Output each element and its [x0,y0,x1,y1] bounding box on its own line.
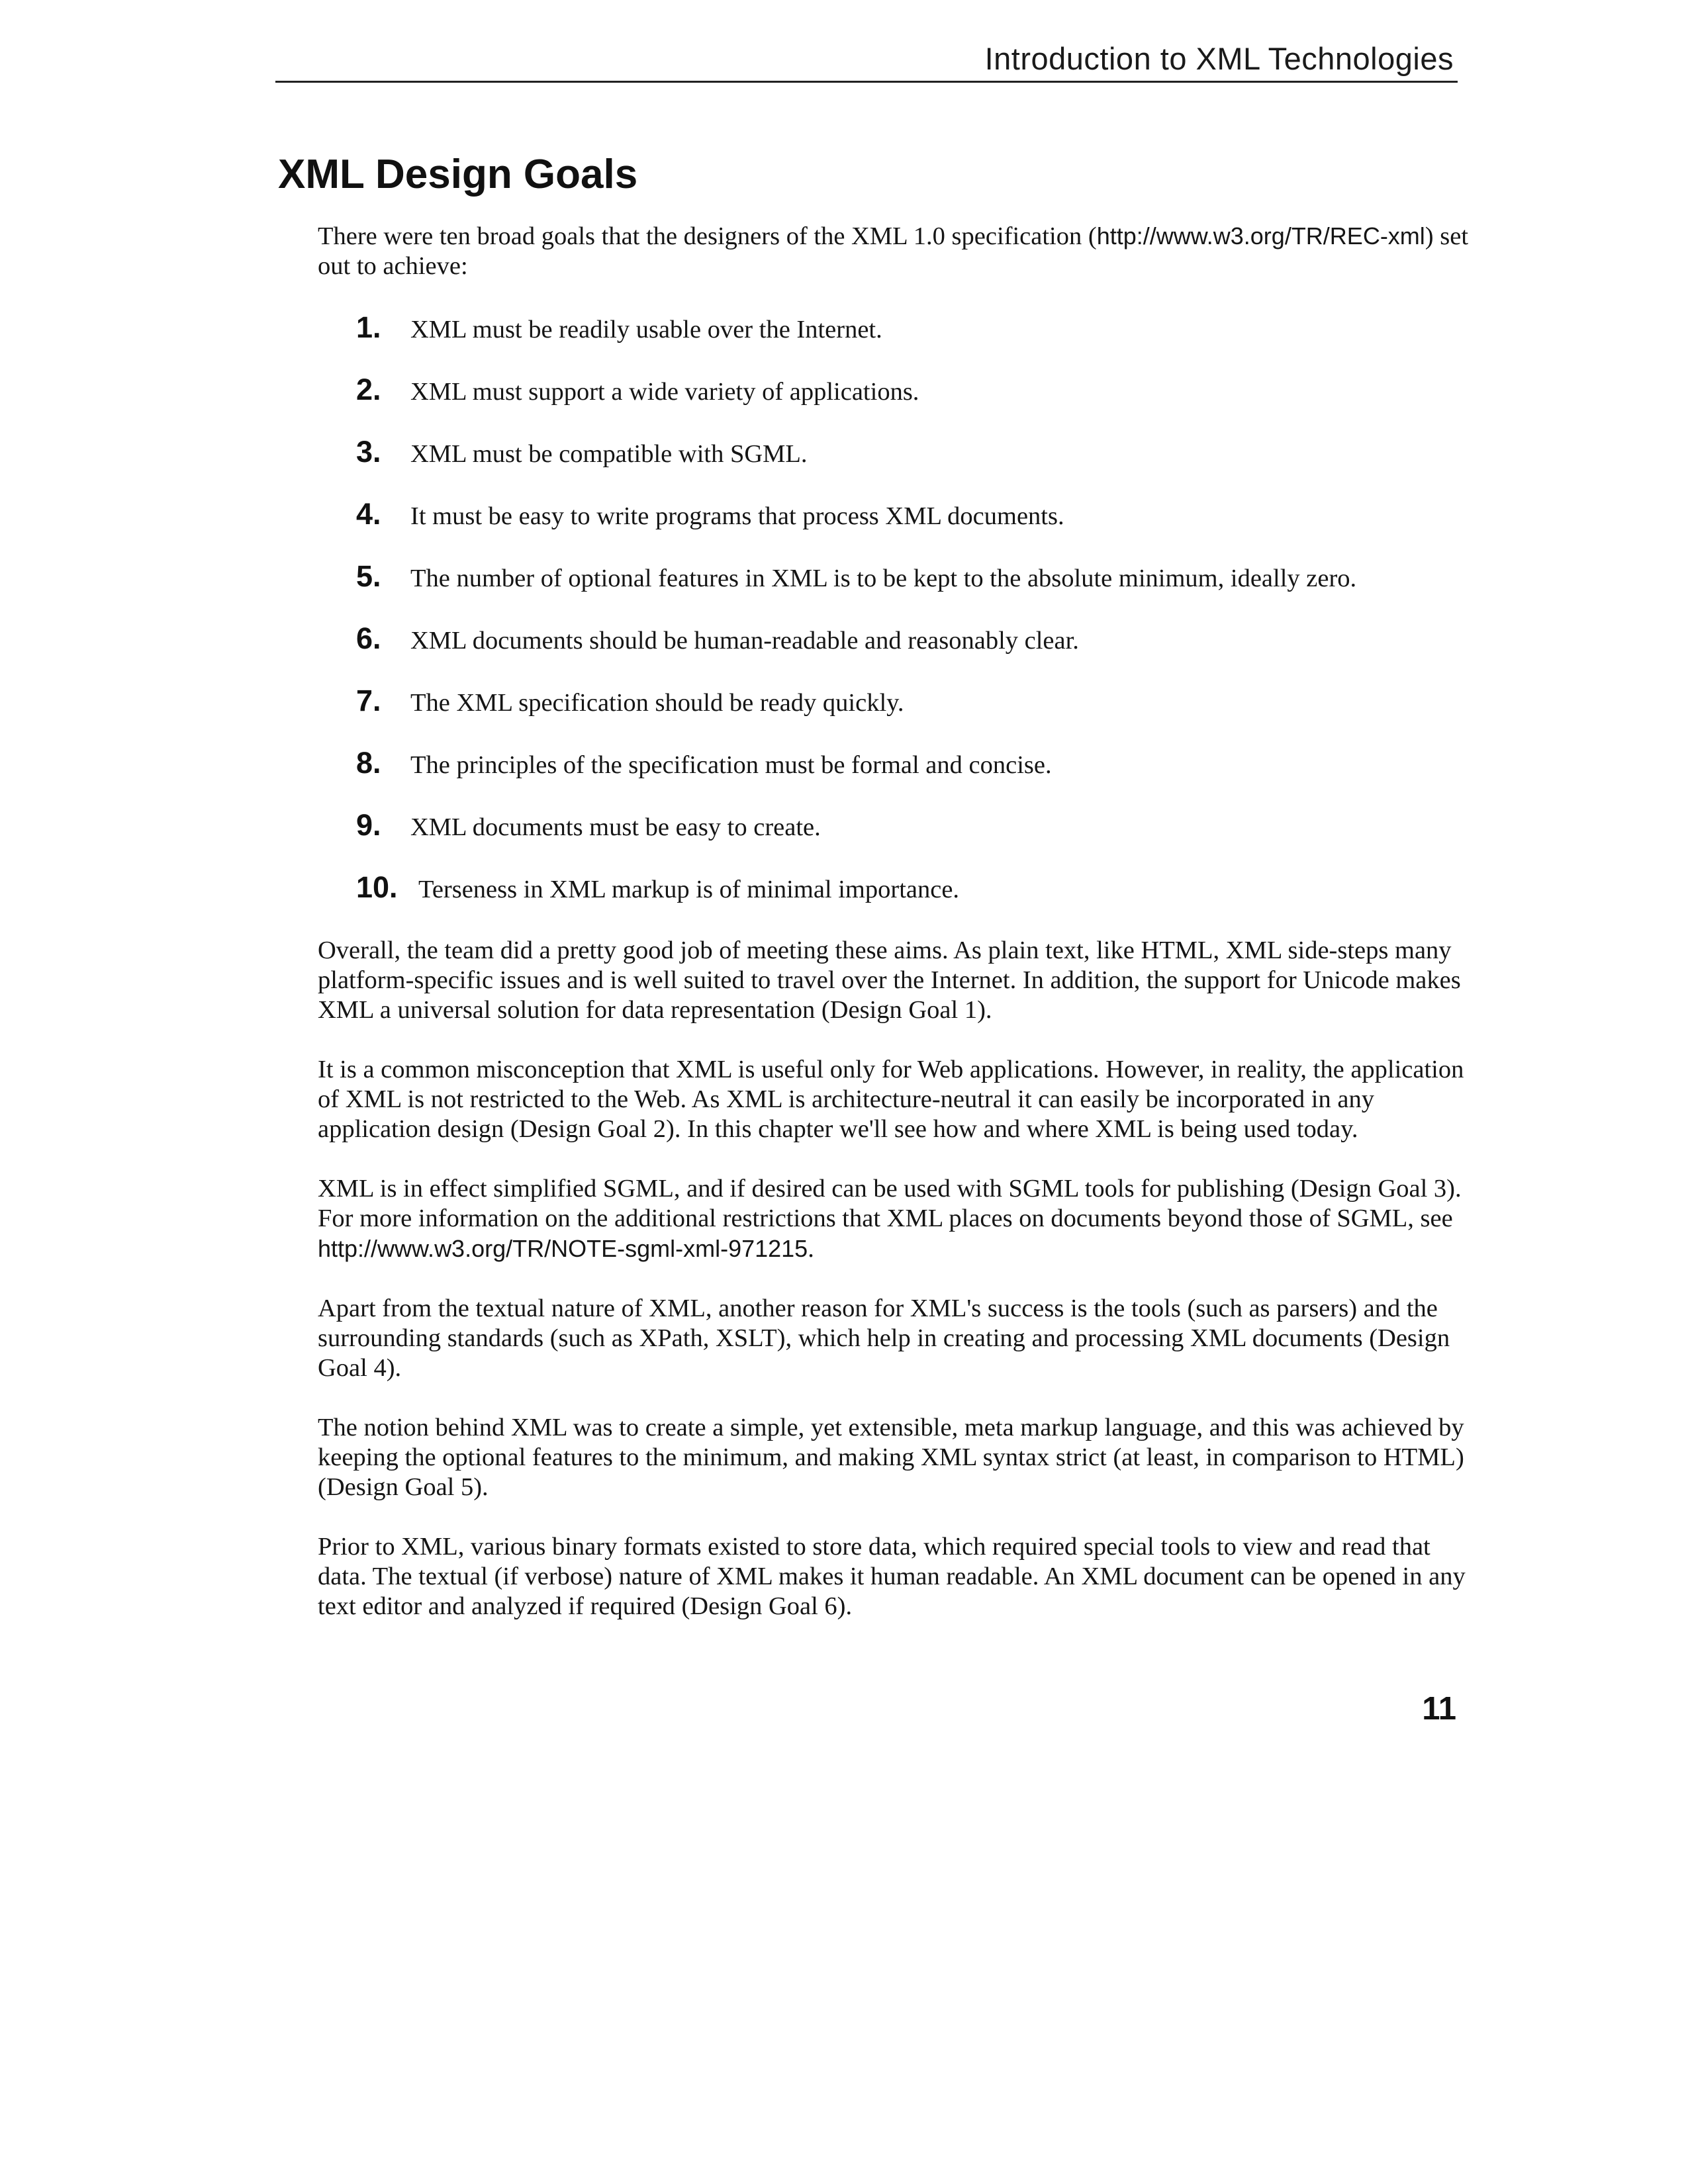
goal-text: It must be easy to write programs that process XML documents. [410,502,1064,530]
goal-text: XML must be compatible with SGML. [410,440,808,468]
running-header [275,38,1458,83]
goal-number: 8. [356,746,381,780]
paragraph-binary-formats: Prior to XML, various binary formats existed to store data, which required special tools to view and read that data. The textual (if verbose) nature of XML makes it human readable. An XML document can be opened in any text editor and analyzed if required (Design Goal 6). [318,1533,1466,1620]
goal-item [351,684,1476,747]
goal-item [351,498,1476,560]
goal-text: XML must be readily usable over the Internet. [410,316,882,343]
design-goals-list [351,311,1476,933]
goal-number: 3. [356,435,381,469]
goal-number: 9. [356,808,381,842]
goal-item [351,435,1476,498]
paragraph-notion: The notion behind XML was to create a simple, yet extensible, meta markup language, and this was achieved by keeping the optional features to the minimum, and making XML syntax strict (at least, in comparison to HTML) (Design Goal 5). [318,1414,1464,1501]
goal-number: 10. [356,870,398,904]
goal-item [351,311,1476,373]
body-paragraphs [318,936,1471,1651]
spec-url-link[interactable]: http://www.w3.org/TR/REC-xml [1096,222,1425,250]
goal-text: The XML specification should be ready quickly. [410,689,904,717]
goal-number: 4. [356,497,381,531]
goal-item [351,809,1476,871]
intro-paragraph [318,221,1470,281]
goal-item [351,622,1476,684]
page-number: 11 [1422,1691,1456,1727]
paragraph-tools: Apart from the textual nature of XML, another reason for XML's success is the tools (such as parsers) and the surrounding standards (such as XPath, XSLT), which help in creating and processing XML documents (Design Goal 4). [318,1295,1450,1382]
running-header-title: Introduction to XML Technologies [984,41,1454,76]
goal-text: Terseness in XML markup is of minimal importance. [418,876,960,903]
paragraph-sgml-end: . [808,1235,814,1263]
paragraph-sgml-text: XML is in effect simplified SGML, and if desired can be used with SGML tools for publishing (Design Goal 3). For more information on the additional restrictions that XML places on documents beyond those of SGML, see [318,1175,1462,1232]
goal-item [351,747,1476,809]
goal-number: 6. [356,621,381,655]
goal-text: XML documents must be easy to create. [410,813,821,841]
goal-text: The number of optional features in XML is to be kept to the absolute minimum, ideally zero. [410,565,1357,592]
section-title: XML Design Goals [278,152,638,197]
goal-text: The principles of the specification must be formal and concise. [410,751,1052,779]
goal-item [351,373,1476,435]
goal-number: 5. [356,559,381,593]
paragraph-misconception: It is a common misconception that XML is useful only for Web applications. However, in reality, the application of XML is not restricted to the Web. As XML is architecture-neutral it can easily be incorporated in any application design (Design Goal 2). In this chapter we'll see how and where XML is being used today. [318,1056,1464,1143]
goal-number: 1. [356,310,381,344]
sgml-note-url-link[interactable]: http://www.w3.org/TR/NOTE-sgml-xml-971215 [318,1235,808,1262]
goal-item [351,560,1476,622]
goal-number: 7. [356,684,381,717]
intro-text-start: There were ten broad goals that the designers of the XML 1.0 specification ( [318,222,1097,250]
goal-number: 2. [356,373,381,406]
intro-text-end: ) set out to achieve: [318,222,1469,280]
goal-text: XML must support a wide variety of applications. [410,378,919,406]
paragraph-overall: Overall, the team did a pretty good job of meeting these aims. As plain text, like HTML, XML side-steps many platform-specific issues and is well suited to travel over the Internet. In addition, the support for Unicode makes XML a universal solution for data representation (Design Goal 1). [318,936,1461,1024]
paragraph-sgml [318,1174,1471,1264]
goal-text: XML documents should be human-readable and reasonably clear. [410,627,1079,655]
goal-item [351,871,1476,933]
